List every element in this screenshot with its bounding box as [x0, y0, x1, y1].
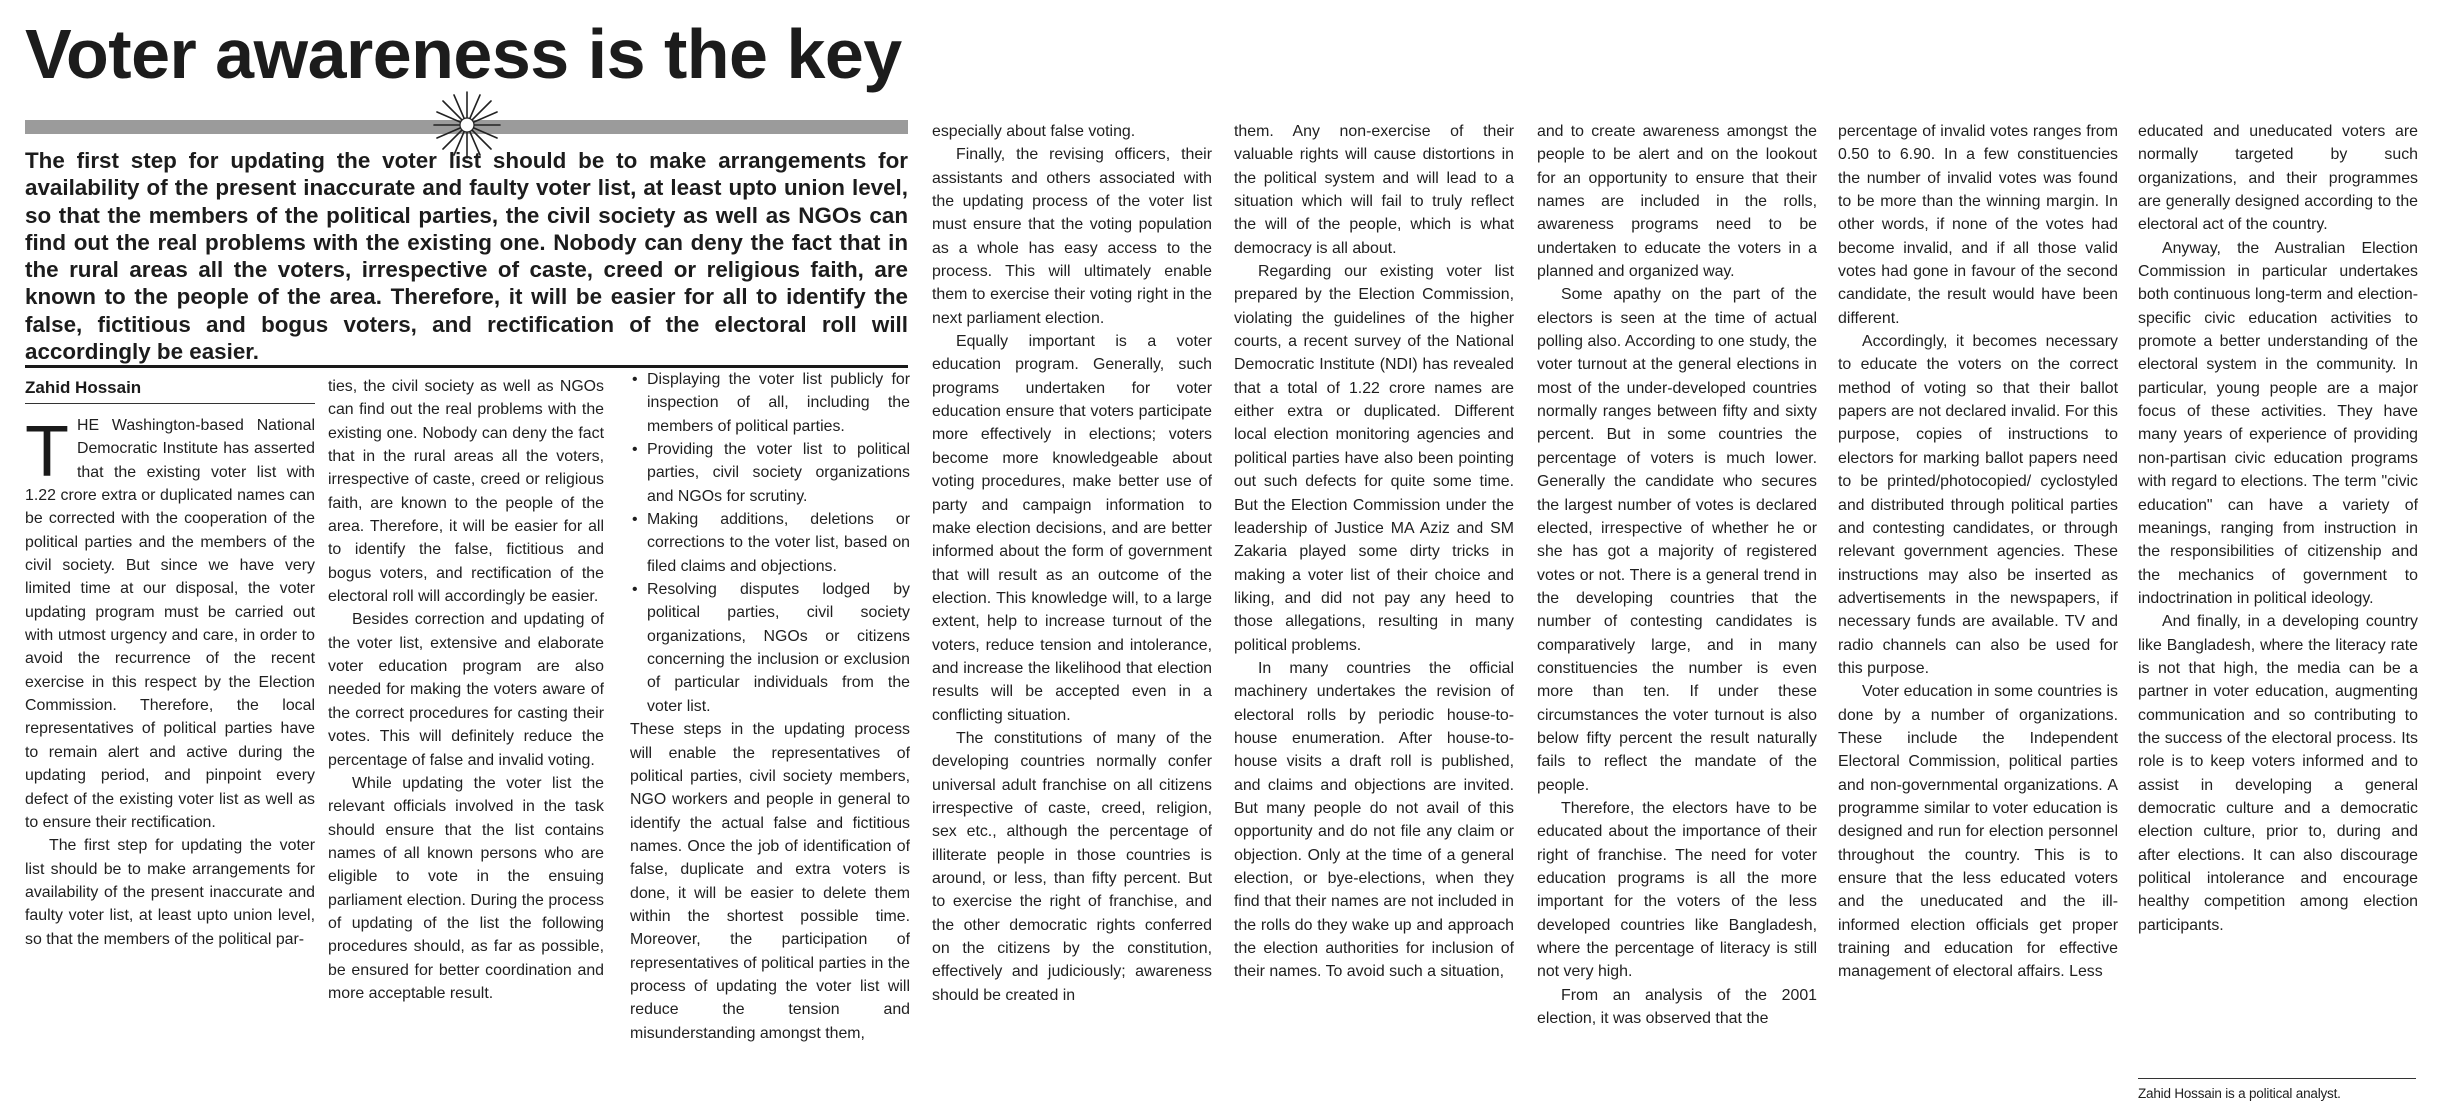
byline-divider	[25, 403, 315, 404]
body-paragraph: Finally, the revising officers, their assistants and others associated with the updating process of the voter list must ensure that the voting population as a whole has easy access to the process. This will ultimately enable them to exercise their voting right in the next parliament election.	[932, 146, 1212, 327]
column-4	[932, 120, 1212, 1114]
body-paragraph: Besides correction and updating of the voter list, extensive and elaborate voter education program are also needed for making the voters aware of the correct procedures for casting their votes. This will definitely reduce the percentage of false and invalid voting.	[328, 611, 604, 769]
list-item: • Displaying the voter list publicly for inspection of all, including the members of political parties.	[630, 368, 910, 438]
body-paragraph: THE Washington-based National Democratic Institute has asserted that the existing voter list with 1.22 crore extra or duplicated names can be corrected with the cooperation of the political parties and the members of the civil society. But since we have very limited time at our disposal, the voter updating program must be carried out with utmost urgency and care, in order to avoid the recurrence of the recent exercise in this respect by the Election Commission. Therefore, the local representatives of political parties have to remain alert and active during the updating period, and pinpoint every defect of the existing voter list as well as to ensure their rectification.	[25, 414, 315, 831]
body-paragraph: The first step for updating the voter list should be to make arrangements for availability of the present inaccurate and faulty voter list, at least upto union level, so that the members of the political par-	[25, 837, 315, 948]
column-8	[2138, 120, 2418, 1072]
body-paragraph: Anyway, the Australian Election Commission in particular undertakes both continuous long-term and election-specific civic education activities to promote a better understanding of the electoral system in the community. In particular, young people are a major focus of these activities. They have many years of experience of providing non-partisan civic education programs with regard to elections. The term "civic education" can have a variety of meanings, ranging from instruction in the responsibilities of citizenship and the mechanics of government to indoctrination in political ideology.	[2138, 239, 2418, 607]
body-paragraph: Equally important is a voter education program. Generally, such programs undertaken for voter education ensure that voters participate more effectively in elections; voters become more knowledgeable about voting procedures, make better use of party and campaign information to make election decisions, and are better informed about the form of government that will result as an outcome of the election. This knowledge will, to a large extent, help to increase turnout of the voters, reduce tension and intolerance, and increase the likelihood that election results will be accepted even in a conflicting situation.	[932, 333, 1212, 724]
body-paragraph: And finally, in a developing country like Bangladesh, where the literacy rate is not that high, the media can be a partner in voter education, augmenting communication and so contributing to the success of the electoral process. Its role is to keep voters informed and to assist in developing a general democratic culture and a democratic election culture, prior to, during and after elections. It can also discourage political intolerance and encourage healthy competition among election participants.	[2138, 613, 2418, 934]
list-item: • Providing the voter list to political parties, civil society organizations and NGOs for scrutiny.	[630, 438, 910, 508]
body-paragraph: In many countries the official machinery undertakes the revision of electoral rolls by periodic house-to-house enumeration. After house-to-house visits a draft roll is published, and claims and objections are invited. But many people do not avail of this opportunity and do not file any claim or objection. Only at the time of a general election, or bye-elections, when they find that their names are not included in the rolls do they wake up and approach the election authorities for inclusion of their names. To avoid such a situation,	[1234, 659, 1514, 981]
column-2	[328, 375, 604, 1114]
byline: Zahid Hossain	[25, 378, 142, 397]
body-paragraph: From an analysis of the 2001 election, it was observed that the	[1537, 986, 1817, 1028]
body-paragraph: Regarding our existing voter list prepared by the Election Commission, violating the guidelines of the higher courts, a recent survey of the National Democratic Institute (NDI) has revealed that a total of 1.22 crore names are either extra or duplicated. Different local election monitoring agencies and political parties have also been pointing out such defects for quite some time. But the Election Commission under the leadership of Justice MA Aziz and SM Zakaria played some dirty tricks in making a voter list of their choice and liking, and did not pay any heed to those allegations, resulting in many political problems.	[1234, 263, 1514, 654]
list-item: • Resolving disputes lodged by political parties, civil society organizations, NGOs or citizens concerning the inclusion or exclusion of particular individuals from the voter list.	[630, 578, 910, 718]
author-note: Zahid Hossain is a political analyst.	[2138, 1086, 2341, 1101]
column-6	[1537, 120, 1817, 1114]
column-5	[1234, 120, 1514, 1114]
body-paragraph: ties, the civil society as well as NGOs can find out the real problems with the existing one. Nobody can deny the fact that in the rural areas all the voters, irrespective of caste, creed or religious faith, are known to the people of the area. Therefore, it will be easier for all to identify the false, fictitious and bogus voters, and rectification of the electoral roll will accordingly be easier.	[328, 378, 604, 606]
body-paragraph: educated and uneducated voters are normally targeted by such organizations, and their programmes are generally designed according to the electoral act of the country.	[2138, 123, 2418, 234]
body-paragraph: Some apathy on the part of the electors is seen at the time of actual polling also. According to one study, the voter turnout at the general elections in most of the under-developed countries normally ranges between fifty and sixty percent. But in some countries the percentage of voters is much lower. Generally the candidate who secures the largest number of votes is declared elected, irrespective of whether he or she has got a majority of registered votes or not. There is a general trend in the developing countries that the number of contesting candidates is comparatively large, and in many constituencies the number is even more than ten. If under these circumstances the voter turnout is also below fifty percent the result naturally fails to reflect the mandate of the people.	[1537, 286, 1817, 794]
body-paragraph: them. Any non-exercise of their valuable rights will cause distortions in the political system and will lead to a situation which will fail to truly reflect the will of the people, which is what democracy is all about.	[1234, 123, 1514, 257]
body-paragraph: Accordingly, it becomes necessary to educate the voters on the correct method of voting so that their ballot papers are not declared invalid. For this purpose, copies of instructions to electors for marking ballot papers need to be printed/photocopied/ cyclostyled and distributed through political parties and contesting candidates, or through relevant government agencies. These instructions may also be inserted as advertisements in the newspapers, if necessary funds are available. TV and radio channels can also be used for this purpose.	[1838, 333, 2118, 677]
list-item: • Making additions, deletions or corrections to the voter list, based on filed claims and objections.	[630, 508, 910, 578]
body-paragraph: Voter education in some countries is done by a number of organizations. These include the Independent Electoral Commission, political parties and non-governmental organizations. A programme similar to voter education is designed and run for election personnel throughout the country. This is to ensure that the less educated voters and the uneducated and the ill-informed election officials get proper training and education for effective management of electoral affairs. Less	[1838, 683, 2118, 981]
body-paragraph: and to create awareness amongst the people to be alert and on the lookout for an opportunity to ensure that their names are included in the rolls, awareness programs need to be undertaken to educate the voters in a planned and organized way.	[1537, 123, 1817, 281]
page-title: Voter awareness is the key	[25, 15, 902, 93]
column-1	[25, 414, 315, 1114]
body-paragraph: especially about false voting.	[932, 123, 1136, 140]
lede-paragraph: The first step for updating the voter list should be to make arrangements for availability of the present inaccurate and faulty voter list, at least upto union level, so that the members of the political parties, the civil society as well as NGOs can find out the real problems with the existing one. Nobody can deny the fact that in the rural areas all the voters, irrespective of caste, creed or religious faith, are known to the people of the area. Therefore, it will be easier for all to identify the false, fictitious and bogus voters, and rectification of the electoral roll will accordingly be easier.	[25, 148, 908, 365]
body-paragraph: The constitutions of many of the developing countries normally confer universal adult franchise on all citizens irrespective of caste, creed, religion, sex etc., although the percentage of illiterate people in those countries is around, or less, than fifty percent. But to exercise the right of franchise, and the other democratic rights conferred on the citizens by the constitution, effectively and judiciously; awareness should be created in	[932, 729, 1212, 1004]
body-paragraph: Therefore, the electors have to be educated about the importance of their right of franchise. The need for voter education programs is all the more important for the voters of the less developed countries like Bangladesh, where the percentage of literacy is still not very high.	[1537, 799, 1817, 981]
body-paragraph: These steps in the updating process will enable the representatives of political parties, civil society members, NGO workers and people in general to identify the actual false and fictitious names. Once the job of identification of false, duplicate and extra voters is done, it will be easier to delete them within the shortest possible time. Moreover, the participation of representatives of political parties in the process of updating the voter list will reduce the tension and misunderstanding amongst them,	[630, 721, 910, 1042]
column-3	[630, 368, 910, 1114]
column-7	[1838, 120, 2118, 1114]
body-paragraph: percentage of invalid votes ranges from 0.50 to 6.90. In a few constituencies the number of invalid votes was found to be more than the winning margin. In other words, if none of the votes had become invalid, and if all those valid votes had gone in favour of the second candidate, the result would have been different.	[1838, 123, 2118, 327]
drop-cap: T	[25, 414, 69, 492]
body-paragraph: While updating the voter list the relevant officials involved in the task should ensure that the list contains names of all known persons who are eligible to vote in the ensuing parliament election. During the process of updating of the list the following procedures should, as far as possible, be ensured for better coordination and more acceptable result.	[328, 774, 604, 1002]
footnote-divider	[2138, 1078, 2416, 1079]
procedure-list	[630, 368, 910, 718]
